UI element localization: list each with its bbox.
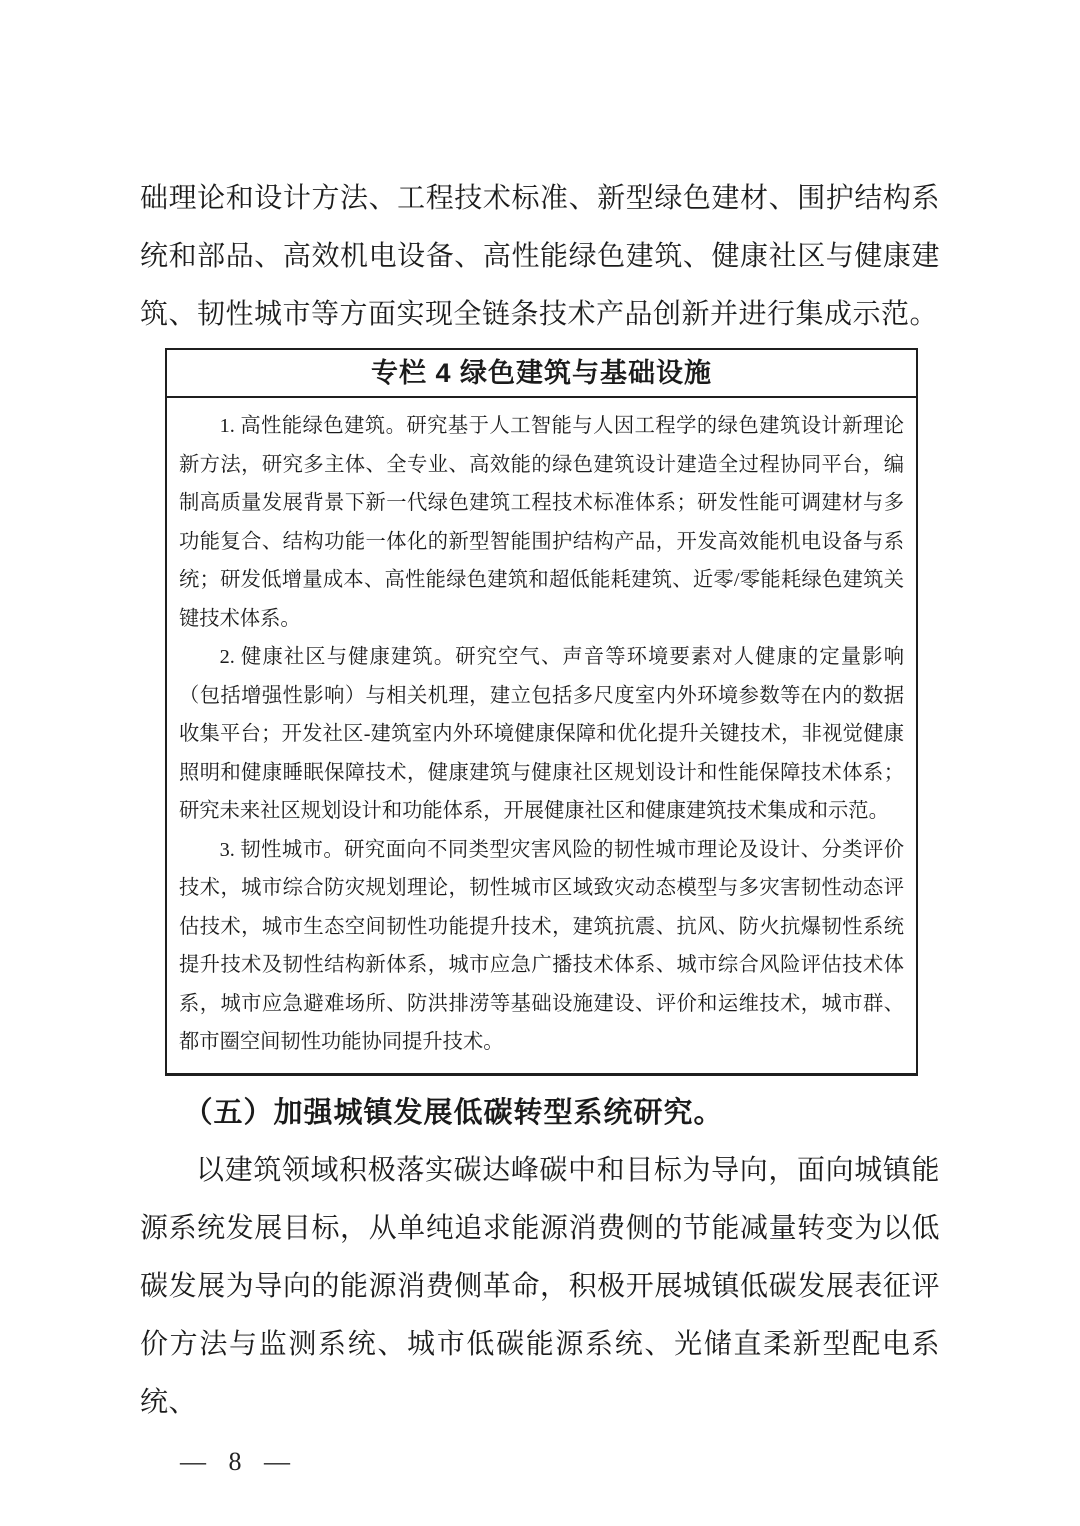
section-heading: （五）加强城镇发展低碳转型系统研究。 [183,1096,724,1129]
intro-paragraph: 础理论和设计方法、工程技术标准、新型绿色建材、围护结构系统和部品、高效机电设备、高性能绿色建筑、健康社区与健康建筑、韧性城市等方面实现全链条技术产品创新并进行集成示范。 [140,183,940,330]
column-box-body [167,398,916,1073]
body-paragraph: 以建筑领域积极落实碳达峰碳中和目标为导向，面向城镇能源系统发展目标，从单纯追求能源消费侧的节能减量转变为以低碳发展为导向的能源消费侧革命，积极开展城镇低碳发展表征评价方法与监测系统、城市低碳能源系统、光储直柔新型配电系统、 [140,1154,940,1418]
column-box [165,348,918,1076]
box-item-healthy-community-building: 2. 健康社区与健康建筑。研究空气、声音等环境要素对人健康的定量影响（包括增强性影响）与相关机理，建立包括多尺度室内外环境参数等在内的数据收集平台；开发社区-建筑室内外环境健康保障和优化提升关键技术，非视觉健康照明和健康睡眠保障技术，健康建筑与健康社区规划设计和性能保障技术体系；研究未来社区规划设计和功能体系，开展健康社区和健康建筑技术集成和示范。 [179,646,904,822]
box-item-resilient-city: 3. 韧性城市。研究面向不同类型灾害风险的韧性城市理论及设计、分类评价技术，城市综合防灾规划理论，韧性城市区域致灾动态模型与多灾害韧性动态评估技术，城市生态空间韧性功能提升技术，建筑抗震、抗风、防火抗爆韧性系统提升技术及韧性结构新体系，城市应急广播技术体系、城市综合风险评估技术体系，城市应急避难场所、防洪排涝等基础设施建设、评价和运维技术，城市群、都市圈空间韧性功能协同提升技术。 [179,838,904,1053]
box-item-high-performance-green-building: 1. 高性能绿色建筑。研究基于人工智能与人因工程学的绿色建筑设计新理论新方法，研究多主体、全专业、高效能的绿色建筑设计建造全过程协同平台，编制高质量发展背景下新一代绿色建筑工程技术标准体系；研发性能可调建材与多功能复合、结构功能一体化的新型智能围护结构产品，开发高效能机电设备与系统；研发低增量成本、高性能绿色建筑和超低能耗建筑、近零/零能耗绿色建筑关键技术体系。 [179,415,904,630]
page-number: — 8 — [180,1446,290,1476]
column-box-title: 专栏 4 绿色建筑与基础设施 [167,350,916,398]
